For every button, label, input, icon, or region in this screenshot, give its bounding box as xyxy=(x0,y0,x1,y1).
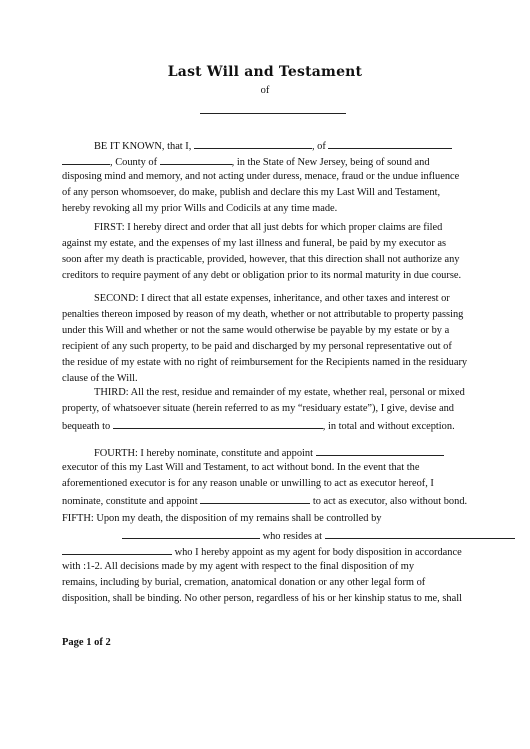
fourth-text-1: FOURTH: I hereby nominate, constitute and appoint xyxy=(94,448,313,459)
intro-text-1: BE IT KNOWN, that I, xyxy=(94,141,192,152)
beneficiary-blank[interactable] xyxy=(113,417,323,429)
title-of: of xyxy=(260,85,270,96)
first-line-1: FIRST: I hereby direct and order that all just debts for which proper claims are filed xyxy=(94,222,443,233)
second-line-5: the residue of my estate with no right of reimbursement for the Recipients named in the residuary xyxy=(62,357,468,368)
fourth-paragraph xyxy=(62,444,470,508)
second-line-1: SECOND: I direct that all estate expenses, inheritance, and other taxes and interest or xyxy=(94,293,450,304)
fourth-text-5: to act as executor, also without bond. xyxy=(312,496,468,507)
third-paragraph xyxy=(62,385,470,433)
fifth-text-3: who I hereby appoint as my agent for body disposition in accordance xyxy=(174,547,462,558)
first-line-4: creditors to require payment of any debt or obligation prior to its normal maturity in due course. xyxy=(62,270,462,281)
name-blank[interactable] xyxy=(194,137,312,149)
fourth-line-3: aforementioned executor is for any reason unable or unwilling to act as executor hereof, I xyxy=(62,478,434,489)
third-line-2: property, of whatsoever situate (herein referred to as my “residuary estate”), I give, devise and xyxy=(62,403,454,414)
second-line-3: under this Will and whether or not the same would otherwise be payable by my estate or by a xyxy=(62,325,450,336)
page-number: Page 1 of 2 xyxy=(62,637,111,648)
intro-paragraph xyxy=(62,137,470,217)
fourth-text-4: nominate, constitute and appoint xyxy=(62,496,198,507)
intro-line-4: of any person whomsoever, do make, publish and declare this my Last Will and Testament, xyxy=(62,187,441,198)
fifth-line-1: FIFTH: Upon my death, the disposition of my remains shall be controlled by xyxy=(62,513,382,524)
agent-address-blank[interactable] xyxy=(325,527,515,539)
first-paragraph xyxy=(62,220,470,284)
third-line-1: THIRD: All the rest, residue and remainder of my estate, whether real, personal or mixed xyxy=(94,387,465,398)
intro-text-4: , in the State of New Jersey, being of sound and xyxy=(231,157,430,168)
fifth-line-4: with :1-2. All decisions made by my agent with respect to the final disposition of my xyxy=(62,561,415,572)
fifth-line-6: disposition, shall be binding. No other person, regardless of his or her kinship status to me, shall xyxy=(62,593,462,604)
executor-blank[interactable] xyxy=(316,444,444,456)
second-line-6: clause of the Will. xyxy=(62,373,138,384)
fourth-line-2: executor of this my Last Will and Testament, to act without bond. In the event that the xyxy=(62,462,420,473)
second-line-4: recipient of any such property, to be paid and discharged by my personal representative out of xyxy=(62,341,452,352)
third-text-1: bequeath to xyxy=(62,421,111,432)
document-title: Last Will and Testament xyxy=(167,64,363,80)
second-paragraph xyxy=(62,291,470,387)
county-blank[interactable] xyxy=(160,153,232,165)
third-text-2: , in total and without exception. xyxy=(322,421,455,432)
second-line-2: penalties thereon imposed by reason of my death, whether or not attributable to property passing xyxy=(62,309,464,320)
fifth-text-2: who resides at xyxy=(262,531,323,542)
intro-text-3: , County of xyxy=(110,157,158,168)
testator-name-blank[interactable] xyxy=(200,113,346,114)
city-blank-2[interactable] xyxy=(62,153,110,165)
agent-name-blank[interactable] xyxy=(122,527,260,539)
intro-line-5: hereby revoking all my prior Wills and Codicils at any time made. xyxy=(62,203,338,214)
fifth-line-5: remains, including by burial, cremation, anatomical donation or any other legal form of xyxy=(62,577,426,588)
first-line-2: against my estate, and the expenses of my last illness and funeral, be paid by my executor as xyxy=(62,238,447,249)
intro-line-3: disposing mind and memory, and not acting under duress, menace, fraud or the undue influence xyxy=(62,171,460,182)
alternate-executor-blank[interactable] xyxy=(200,492,310,504)
city-blank[interactable] xyxy=(328,137,452,149)
agent-address-blank-2[interactable] xyxy=(62,543,172,555)
fifth-paragraph xyxy=(62,511,470,607)
intro-text-2: , of xyxy=(311,141,326,152)
first-line-3: soon after my death is practicable, provided, however, that this direction shall not authorize any xyxy=(62,254,460,265)
